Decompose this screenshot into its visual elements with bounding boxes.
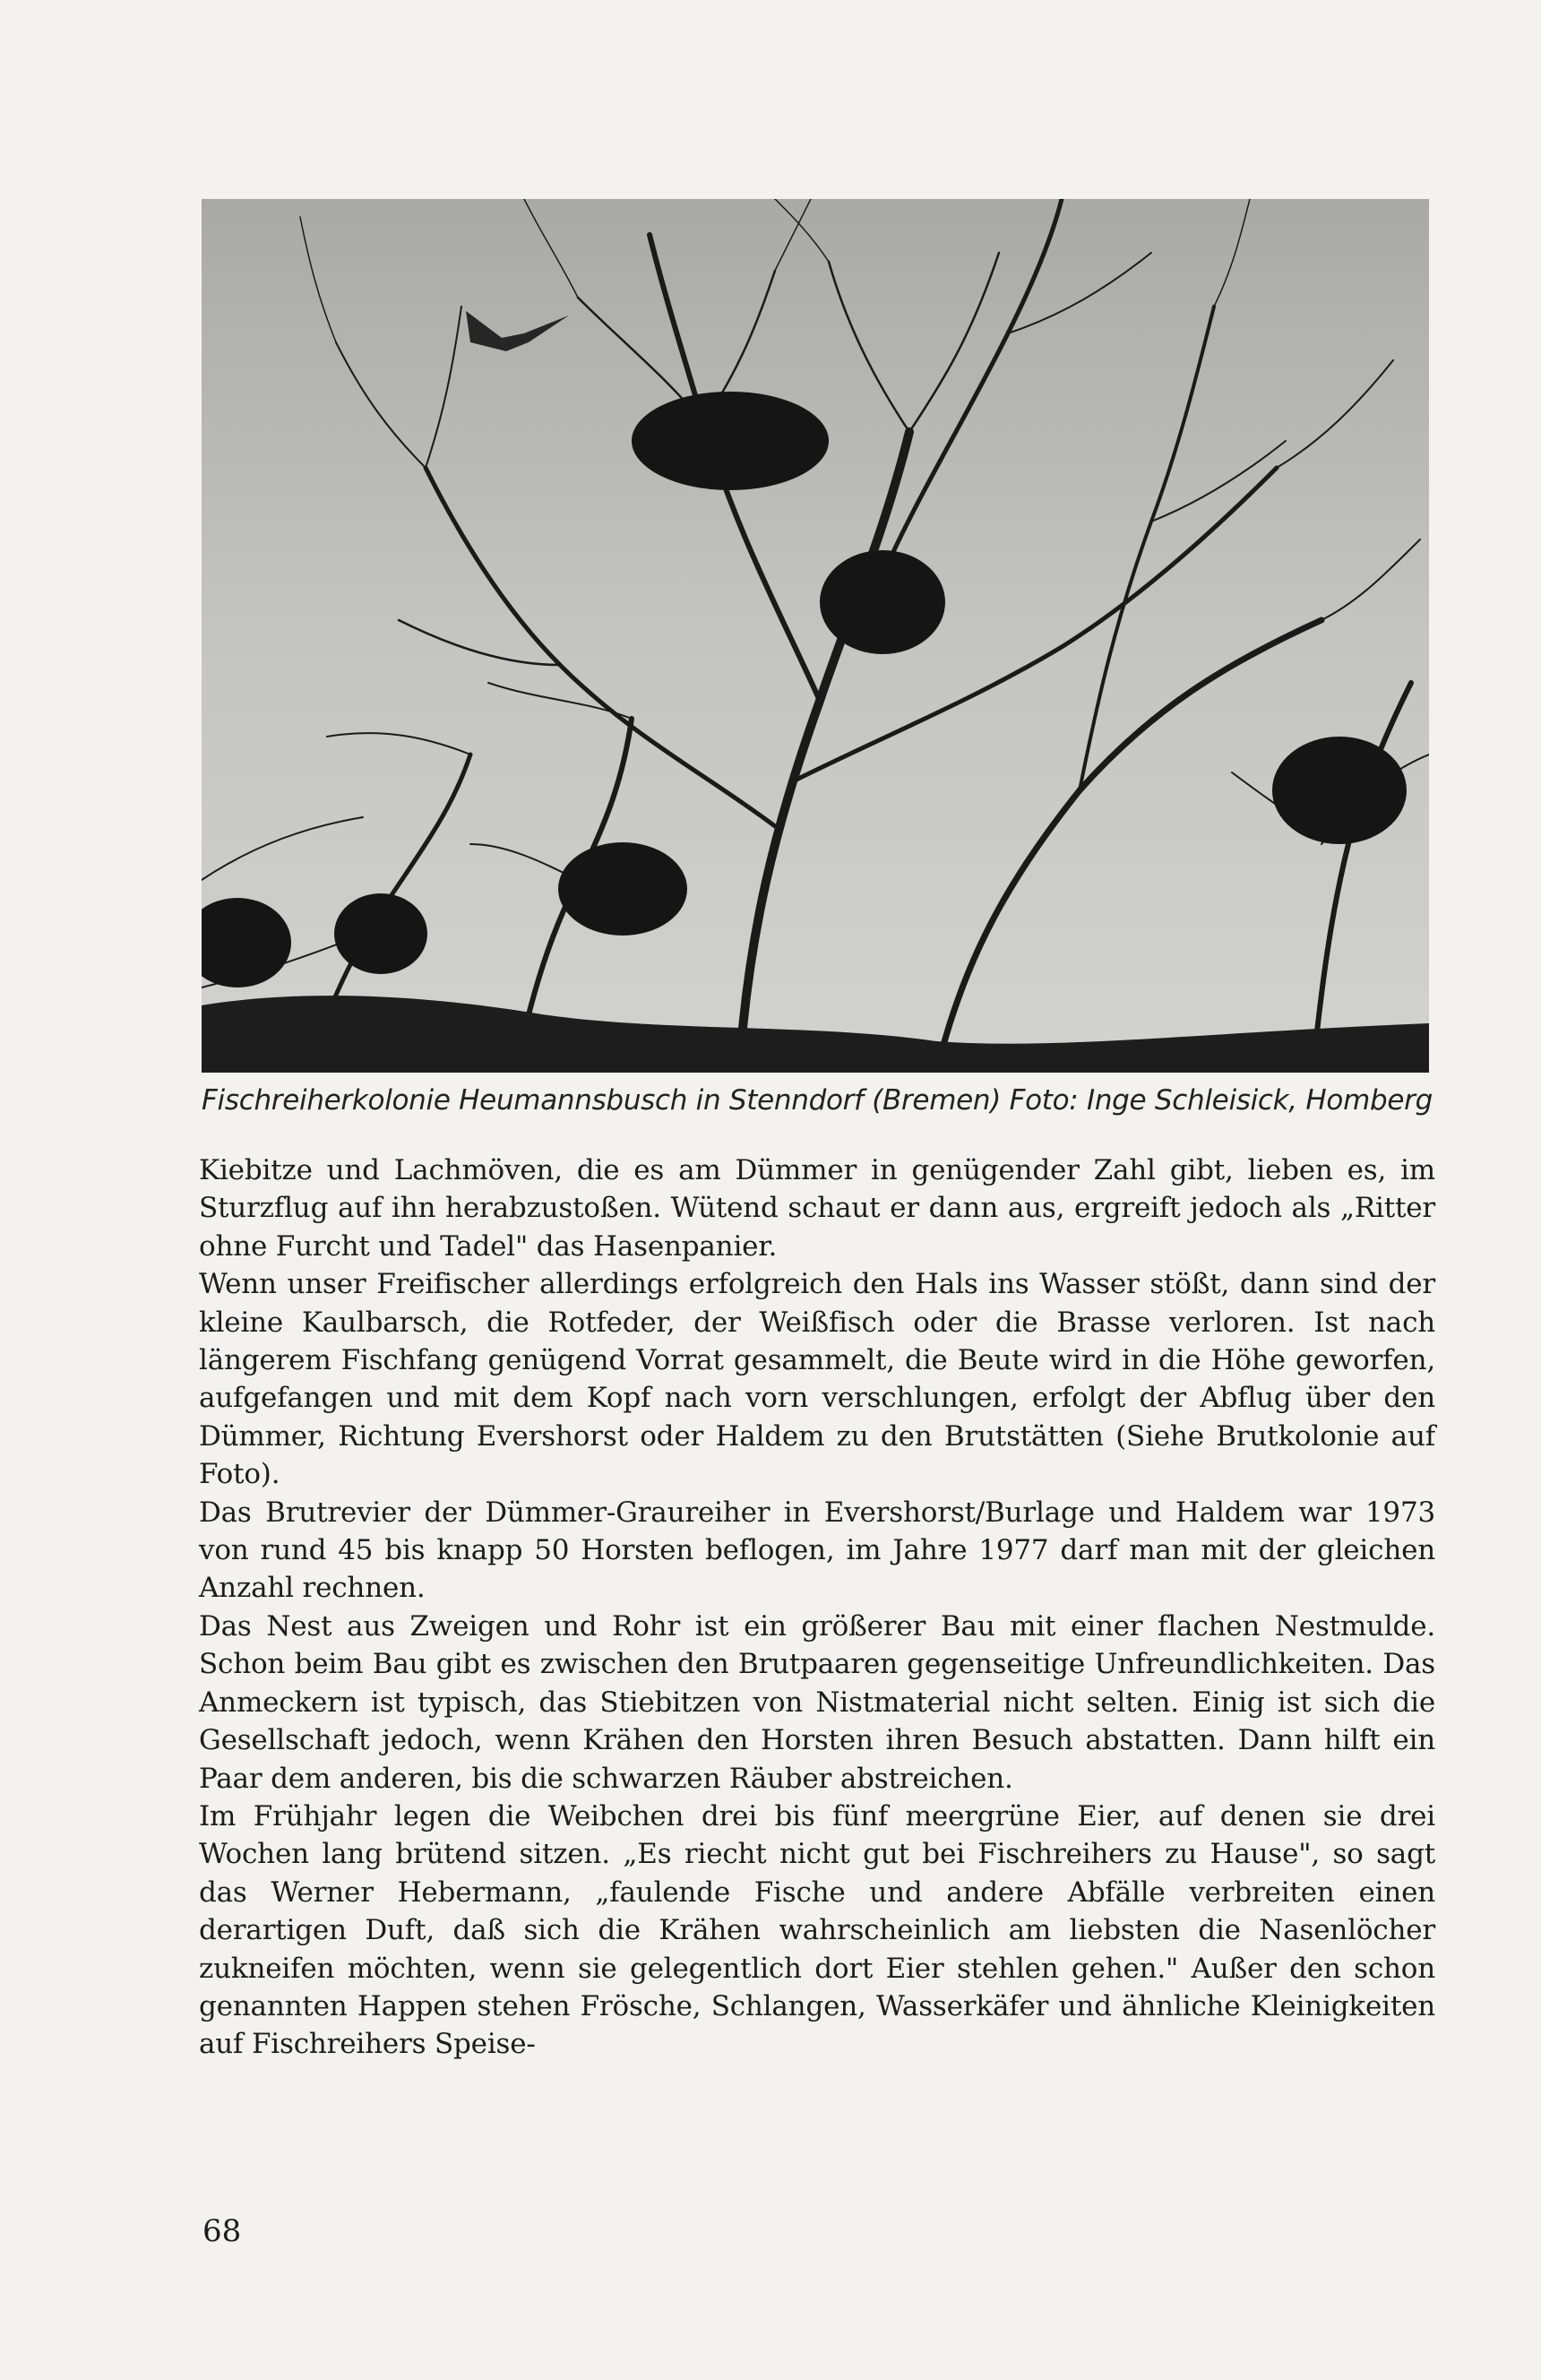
body-text [199, 1151, 1435, 2064]
paragraph: Im Frühjahr legen die Weibchen drei bis fünf meergrüne Eier, auf denen sie drei Wochen lang brütend sitzen. „Es riecht nicht gut bei Fischreihers zu Hause", so sagt das Werner Hebermann, „faulende Fische und andere Abfälle verbreiten einen derartigen Duft, daß sich die Krähen wahrscheinlich am liebsten die Nasenlöcher zukneifen möchten, wenn sie gelegentlich dort Eier stehlen gehen." Außer den schon genannten Happen stehen Frösche, Schlangen, Wasserkäfer und ähnliche Kleinigkeiten auf Fischreihers Speise- [199, 1799, 1435, 2061]
paragraph: Das Nest aus Zweigen und Rohr ist ein größerer Bau mit einer flachen Nestmulde. Schon beim Bau gibt es zwischen den Brutpaaren gegenseitige Unfreundlichkeiten. Das Anmeckern ist typisch, das Stiebitzen von Nistmaterial nicht selten. Einig ist sich die Gesellschaft jedoch, wenn Krähen den Horsten ihren Besuch abstatten. Dann hilft ein Paar dem anderen, bis die schwarzen Räuber abstreichen. [199, 1609, 1435, 1795]
paragraph: Kiebitze und Lachmöven, die es am Dümmer in genügender Zahl gibt, lieben es, im Sturzflug auf ihn herabzustoßen. Wütend schaut er dann aus, ergreift jedoch als „Ritter ohne Furcht und Tadel" das Hasenpanier. [199, 1154, 1435, 1263]
heron-colony-photo [202, 199, 1429, 1073]
paragraph: Wenn unser Freifischer allerdings erfolgreich den Hals ins Wasser stößt, dann sind der kleine Kaulbarsch, die Rotfeder, der Weißfisch oder die Brasse verloren. Ist nach längerem Fischfang genügend Vorrat gesammelt, die Beute wird in die Höhe geworfen, aufgefangen und mit dem Kopf nach vorn verschlungen, erfolgt der Abflug über den Dümmer, Richtung Evershorst oder Haldem zu den Brutstätten (Siehe Brutkolonie auf Foto). [199, 1268, 1435, 1491]
paragraph: Das Brutrevier der Dümmer-Graureiher in Evershorst/Burlage und Haldem war 1973 von rund 45 bis knapp 50 Horsten beflogen, im Jahre 1977 darf man mit der gleichen Anzahl rechnen. [199, 1496, 1435, 1605]
page-number: 68 [202, 2213, 242, 2249]
photo-caption: Fischreiherkolonie Heumannsbusch in Stenndorf (Bremen) Foto: Inge Schleisick, Homberg [202, 1084, 1433, 1117]
